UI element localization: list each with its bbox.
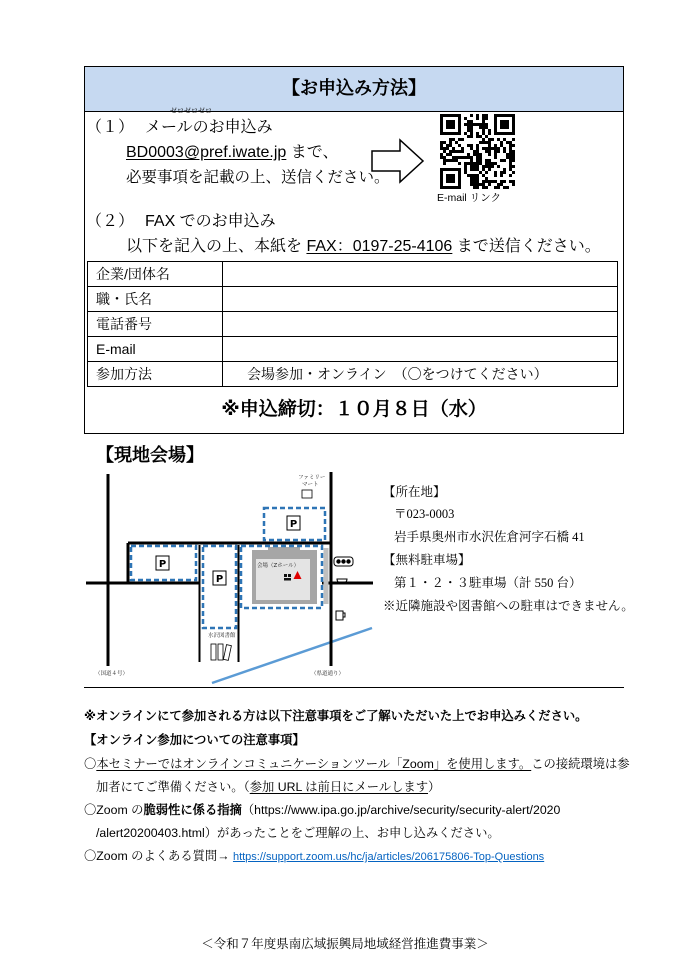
email-section-heading: メールのお申込み	[145, 119, 273, 136]
library-book-icon	[218, 644, 223, 660]
fax-section-number: （２）	[86, 213, 135, 230]
form-field-participation: 会場参加・オンライン （〇をつけてください）	[223, 362, 618, 387]
note-zoom-tool-rest: この接続環境は参	[531, 757, 630, 771]
parking-heading: 【無料駐車場】	[383, 553, 471, 567]
form-label-phone: 電話番号	[88, 312, 223, 337]
note-zoom-tool	[84, 756, 630, 772]
note-cont-suffix: ）	[428, 780, 441, 794]
application-deadline: ※申込締切：１０月８日（水）	[221, 399, 487, 420]
parking-sign-3	[287, 516, 300, 530]
section-divider	[84, 687, 624, 688]
note-cont-underlined: 参加 URL は前日にメールします	[249, 780, 429, 794]
fax-number: FAX：0197-25-4106	[306, 238, 453, 255]
form-field-phone	[223, 312, 618, 337]
arrow-right-icon	[370, 138, 426, 184]
parking-sign-1	[156, 556, 169, 570]
note-bullet: 〇	[84, 757, 97, 771]
parking-sign-2	[213, 571, 226, 585]
email-qr-code[interactable]	[440, 114, 515, 189]
zoom-faq-link[interactable]: https://support.zoom.us/hc/ja/articles/206175806-Top-Questions	[232, 851, 545, 863]
seat-mark	[284, 578, 291, 581]
store-label-line-2: マート	[302, 482, 319, 488]
fax-section-heading: FAX でのお申込み	[145, 213, 276, 230]
note-vuln-emphasis: 脆弱性に係る指摘	[143, 803, 242, 817]
river-line	[212, 628, 372, 683]
online-notes-heading: 【オンライン参加についての注意事項】	[84, 733, 305, 747]
qr-caption: E-mail リンク	[437, 192, 501, 204]
form-label-company: 企業/団体名	[88, 262, 223, 287]
parking-note: ※近隣施設や図書館への駐車はできません。	[383, 599, 634, 613]
seat-mark	[288, 574, 291, 577]
road-label-left: （国道４号）	[95, 671, 129, 677]
venue-map	[84, 466, 380, 690]
form-row-participation	[88, 362, 618, 387]
store-label-line-1: ファミリー	[298, 475, 326, 481]
email-address-line	[126, 144, 338, 162]
form-field-name	[223, 287, 618, 312]
venue-heading: 【現地会場】	[96, 445, 204, 465]
arrow-right-shape	[372, 140, 423, 182]
note-vulnerability-continued: /alert20200403.html）があったことをご理解の上、お申し込みください。	[96, 826, 500, 840]
note-zoom-tool-continued	[96, 779, 440, 795]
email-section-number: （１）	[86, 119, 135, 136]
hall-label: 会場（Zホール）	[257, 563, 300, 569]
note-vuln-url: （https://www.ipa.go.jp/archive/security/security-alert/2020	[241, 803, 561, 817]
form-row-email	[88, 337, 618, 362]
library-label: 水沢図書館	[208, 633, 236, 639]
seat-mark	[284, 574, 287, 577]
note-cont-prefix: 加者にてご準備ください。（	[96, 780, 250, 794]
library	[208, 631, 236, 660]
library-book-icon	[211, 644, 216, 660]
fax-lead-prefix: 以下を記入の上、本紙を	[126, 238, 307, 255]
traffic-light-icon	[334, 557, 353, 566]
parking-area-2	[203, 546, 236, 628]
note-zoom-tool-underlined: 本セミナーではオンラインコミュニケーションツール「Zoom」を使用します。	[96, 757, 532, 771]
store-icon	[302, 490, 312, 498]
form-field-company	[223, 262, 618, 287]
cup-body	[336, 611, 343, 620]
form-label-participation: 参加方法	[88, 362, 223, 387]
email-ruby: ゼロゼロゼロ	[170, 108, 212, 115]
fax-lead-suffix: まで送信ください。	[452, 238, 601, 255]
postal-code: 〒023-0003	[394, 507, 455, 521]
email-instruction: 必要事項を記載の上、送信ください。	[126, 169, 390, 186]
convenience-store	[298, 474, 325, 498]
parking-sign-label: P	[289, 519, 298, 530]
address-heading: 【所在地】	[383, 485, 446, 499]
cafe-icon	[336, 611, 345, 620]
venue-building	[252, 547, 317, 604]
traffic-light-lamp	[336, 559, 340, 563]
traffic-light-lamp	[341, 559, 345, 563]
form-label-email: E-mail	[88, 337, 223, 362]
note-vulnerability	[84, 802, 560, 818]
parking-sign-label: P	[215, 574, 224, 585]
fax-application-form	[87, 261, 618, 387]
road-label-right: （県道通り）	[311, 671, 345, 677]
fax-instruction	[126, 238, 601, 256]
note-faq-prefix: 〇Zoom のよくある質問→	[84, 849, 233, 863]
library-book-icon	[223, 645, 231, 661]
note-vuln-prefix: 〇Zoom の	[84, 803, 144, 817]
form-field-email	[223, 337, 618, 362]
online-intro-note: ※オンラインにて参加される方は以下注意事項をご了解いただいた上でお申込みください。	[84, 709, 588, 723]
email-address-suffix: まで、	[286, 144, 339, 161]
note-faq	[84, 848, 544, 865]
form-label-name: 職・氏名	[88, 287, 223, 312]
side-building	[324, 548, 329, 604]
parking-info: 第１・２・３駐車場（計 550 台）	[394, 576, 582, 590]
application-header: 【お申込み方法】	[84, 66, 624, 112]
email-address-link[interactable]: BD0003@pref.iwate.jp	[126, 144, 287, 161]
form-row-company	[88, 262, 618, 287]
parking-sign-label: P	[158, 559, 167, 570]
form-row-phone	[88, 312, 618, 337]
form-row-name	[88, 287, 618, 312]
traffic-light-lamp	[346, 559, 350, 563]
page-footer: ＜令和７年度県南広域振興局地域経営推進費事業＞	[201, 937, 489, 951]
venue-address: 岩手県奥州市水沢佐倉河字石橋 41	[394, 530, 585, 544]
